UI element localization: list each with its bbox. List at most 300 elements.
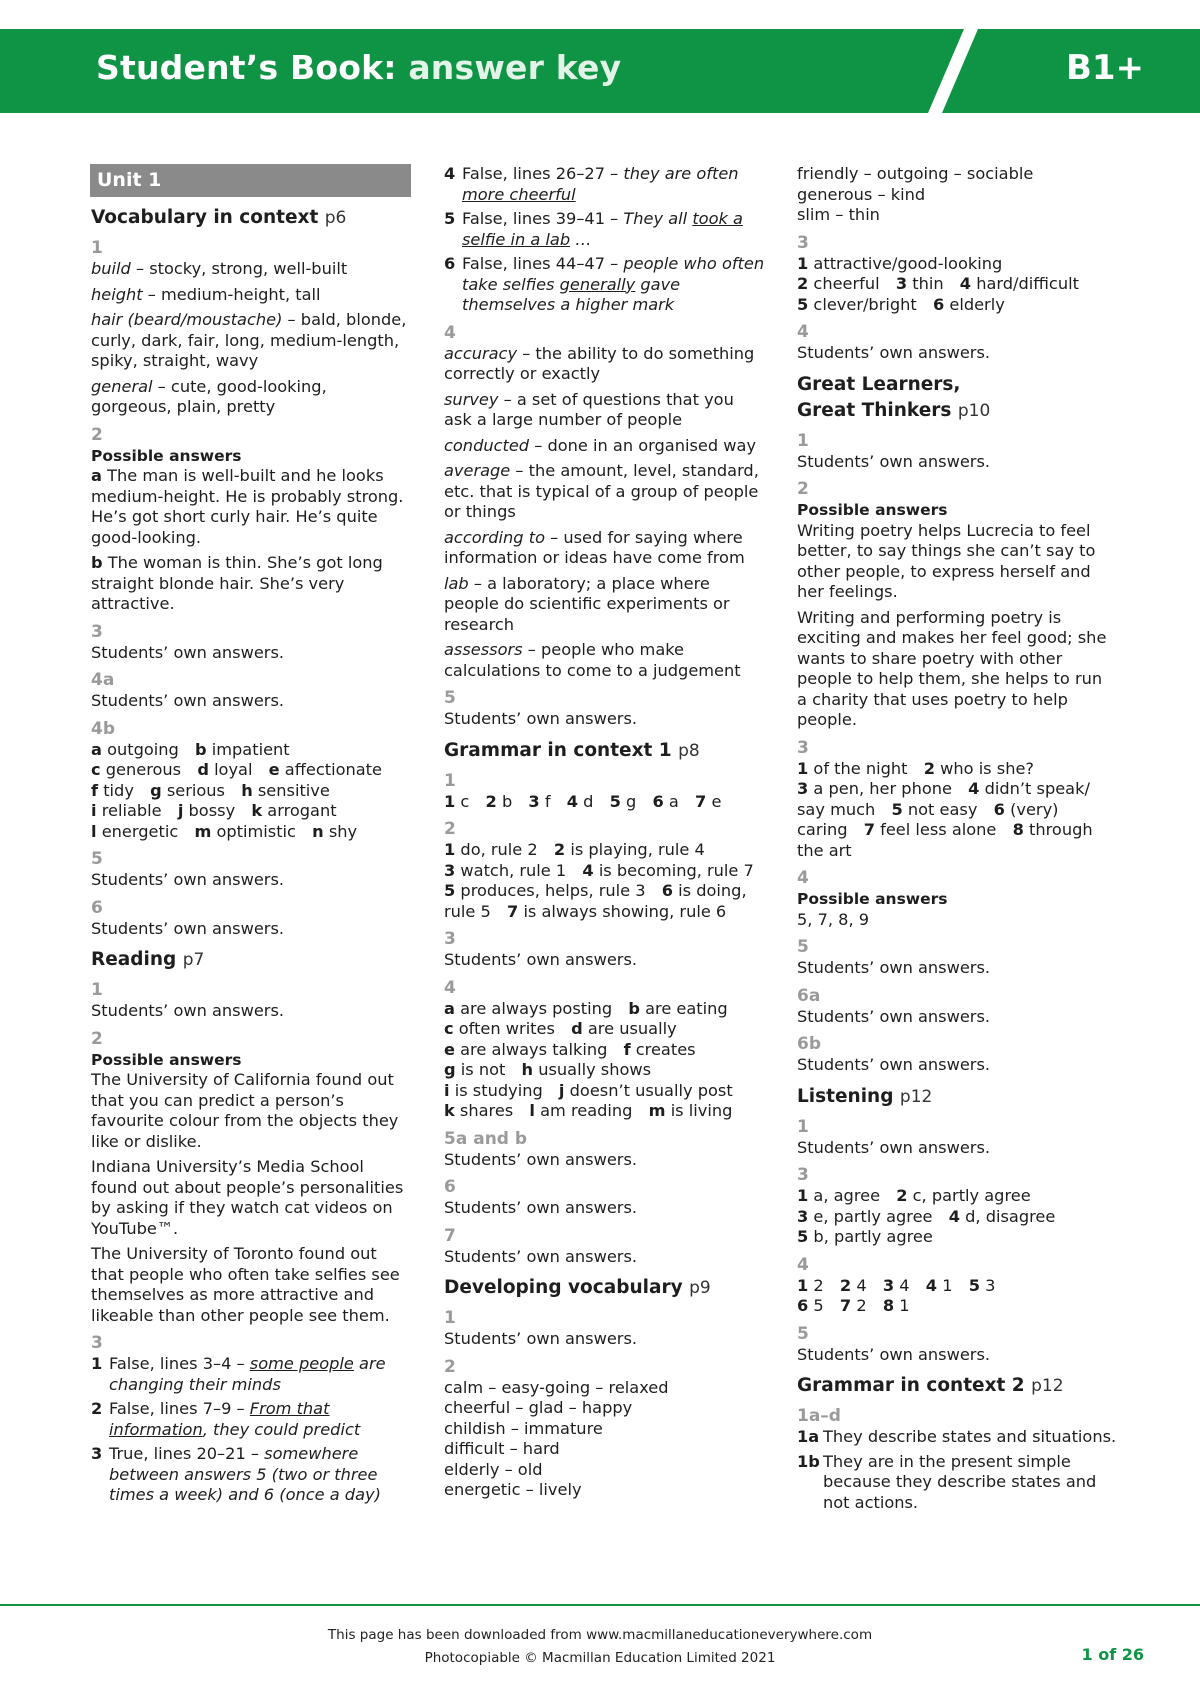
answer-value: arrogant — [267, 801, 337, 820]
answer-label: g — [150, 780, 162, 800]
answer-line — [797, 1227, 1117, 1248]
answer-value: the art — [797, 840, 852, 860]
answer-label: 4 — [968, 779, 980, 798]
question-number: 5 — [444, 688, 456, 708]
header-bar — [0, 29, 1200, 113]
possible-answers-label: Possible answers — [91, 1050, 242, 1069]
definition: – done in an organised way — [529, 435, 757, 455]
answer-value: feel less alone — [880, 820, 997, 839]
answer-label: 5 — [609, 791, 621, 811]
column-1 — [91, 164, 409, 1510]
answer-label: 4 — [582, 860, 594, 880]
possible-answers-label: Possible answers — [797, 501, 948, 519]
answer-label: a — [91, 739, 102, 759]
answer-value: 2 — [813, 1275, 824, 1295]
answer-text: Students’ own answers. — [444, 1198, 638, 1217]
answer-label: 3 — [444, 860, 456, 880]
answer-value: am reading — [540, 1101, 633, 1120]
answer-label: 6 — [932, 294, 945, 314]
answer-value: is playing, rule 4 — [570, 840, 705, 859]
synonym-line: generous – kind — [797, 184, 926, 204]
question-number: 2 — [444, 819, 456, 839]
answer-pairs — [444, 792, 766, 813]
answer-label: d — [197, 760, 209, 779]
synonym-line: difficult – hard — [444, 1439, 560, 1458]
answer-label: 2 — [485, 791, 497, 811]
definition-item — [444, 461, 766, 523]
definition: – people who make calculations to come to a judgement — [444, 640, 741, 680]
definition-item — [91, 285, 409, 306]
section-title-developing-vocabulary: Developing vocabulary p9 — [444, 1277, 711, 1298]
definition: – a laboratory; a place where people do scientific experiments or research — [444, 573, 730, 634]
answer-item: 4 False, lines 26–27 – they are often more cheerful — [444, 164, 739, 204]
answer-label: 8 — [1012, 820, 1024, 839]
answer-label: 4 — [959, 274, 972, 293]
question-number: 6 — [444, 1177, 456, 1197]
answer-label: c — [91, 760, 101, 779]
definition-item — [444, 436, 766, 457]
answer-line — [797, 759, 1117, 780]
answer-value: attractive/good-looking — [813, 253, 1003, 273]
column-2 — [444, 164, 766, 1501]
answer-label: n — [312, 821, 324, 841]
answer-value: elderly — [949, 294, 1005, 314]
question-number: 1 — [91, 980, 103, 1000]
answer-value: is becoming, rule 7 — [598, 860, 754, 880]
answer-text: Writing and performing poetry is exciting and makes her feel good; she wants to share poetry with other people to help them, she helps to run a charity that uses poetry to help people. — [797, 607, 1107, 729]
answer-line — [797, 1276, 1117, 1297]
answer-value: who is she? — [940, 758, 1035, 778]
term: according to — [444, 527, 545, 547]
question-number: 3 — [797, 737, 809, 758]
answer-line — [444, 1101, 766, 1122]
question-number: 1 — [444, 770, 456, 791]
vocab-definitions-list — [444, 344, 766, 682]
answer-value: loyal — [214, 760, 253, 779]
answer-value: do, rule 2 — [460, 840, 538, 859]
question-number: 3 — [91, 1333, 103, 1353]
question-number: 3 — [797, 232, 809, 253]
answer-value: 1 — [899, 1296, 910, 1315]
definition-item — [91, 259, 409, 280]
definition: – used for saying where information or ideas have come from — [444, 527, 745, 567]
answer-label: k — [444, 1101, 455, 1120]
answer-line — [797, 1186, 1117, 1207]
question-number: 3 — [91, 621, 103, 642]
answer-line — [797, 800, 1117, 821]
answer-value: of the night — [813, 758, 908, 778]
answer-value: shy — [328, 821, 358, 841]
footer-download-link[interactable]: This page has been downloaded from www.macmillaneducationeverywhere.com — [327, 1627, 873, 1643]
answer-label: 3 — [528, 791, 540, 811]
answer-value: (very) — [1010, 799, 1059, 819]
term: conducted — [444, 435, 530, 455]
question-number: 1 — [91, 238, 103, 258]
answer-line — [797, 254, 1117, 275]
answer-label: 2 — [923, 758, 935, 778]
question-number: 4 — [797, 322, 809, 342]
answer-line — [444, 999, 766, 1020]
question-number: 6b — [797, 1034, 821, 1054]
answer-line — [91, 760, 409, 781]
answer-text: Students’ own answers. — [797, 958, 991, 977]
question-number: 2 — [91, 424, 103, 445]
definition-item — [444, 528, 766, 569]
answer-value: through — [1029, 820, 1093, 839]
term: accuracy — [444, 343, 518, 363]
answer-label: 1 — [444, 791, 456, 811]
answer-text: Students’ own answers. — [91, 642, 285, 662]
answer-item: 2 False, lines 7–9 – From that information, they could predict — [91, 1399, 361, 1439]
term: hair (beard/moustache) — [91, 310, 283, 329]
term: assessors — [444, 640, 523, 659]
answer-label: 5 — [891, 799, 903, 819]
answer-value: a pen, her phone — [813, 779, 952, 798]
answer-label: 6 — [797, 1296, 809, 1315]
answer-label: 7 — [839, 1296, 852, 1315]
answer-item: 1a They describe states and situations. — [797, 1427, 1117, 1446]
answer-value: 1 — [942, 1275, 953, 1295]
answer-label: 5 — [444, 881, 456, 900]
question-number: 4 — [797, 1254, 809, 1275]
synonym-line: slim – thin — [797, 205, 880, 224]
answer-text: Students’ own answers. — [797, 451, 991, 471]
question-number: 1 — [797, 1116, 809, 1137]
question-number: 3 — [444, 929, 456, 949]
answer-value: are always talking — [460, 1039, 608, 1059]
answer-label: b — [628, 998, 640, 1018]
footer-copyright: Photocopiable © Macmillan Education Limited 2021 — [424, 1650, 776, 1666]
answer-pairs — [797, 254, 1117, 316]
answer-label: i — [444, 1080, 450, 1100]
answer-label: 1 — [797, 253, 809, 273]
synonym-line: calm – easy-going – relaxed — [444, 1377, 669, 1397]
answer-line — [444, 792, 766, 813]
answer-label: 6 — [661, 881, 674, 900]
answer-line — [444, 881, 766, 902]
question-number: 5 — [797, 937, 809, 957]
definition: – bald, blonde, curly, dark, fair, long, medium-length, spiky, straight, wavy — [91, 310, 407, 370]
answer-value: tidy — [103, 780, 134, 800]
answer-line — [91, 740, 409, 761]
answer-label: l — [91, 821, 97, 841]
answer-line — [444, 1081, 766, 1102]
term: survey — [444, 389, 499, 409]
answer-label: c — [444, 1019, 454, 1038]
answer-label: k — [251, 801, 263, 820]
answer-value: e, partly agree — [813, 1206, 933, 1226]
answer-value: are usually — [587, 1019, 677, 1038]
answer-line — [444, 1040, 766, 1061]
answer-text: b The woman is thin. She’s got long straight blonde hair. She’s very attractive. — [91, 553, 383, 613]
answer-label: 1 — [797, 1186, 809, 1205]
synonym-list — [797, 164, 1117, 226]
synonym-line: elderly – old — [444, 1459, 543, 1479]
answer-label: i — [91, 801, 97, 820]
question-number: 5 — [91, 849, 103, 869]
question-number: 2 — [444, 1356, 456, 1377]
answer-value: 4 — [899, 1275, 910, 1295]
answer-label: a — [444, 998, 455, 1018]
answer-text: Students’ own answers. — [797, 1055, 991, 1074]
answer-label: 3 — [797, 779, 809, 798]
answer-label: 1 — [797, 758, 809, 778]
section-title-grammar-1: Grammar in context 1 p8 — [444, 739, 700, 761]
answer-value: g — [626, 791, 637, 811]
column-3 — [797, 164, 1117, 1517]
footer-divider — [0, 1604, 1200, 1606]
answer-value: 5 — [813, 1296, 824, 1315]
answer-label: f — [91, 780, 99, 800]
answer-line — [797, 841, 1117, 862]
answer-label: 6 — [652, 791, 664, 811]
answer-value: a, agree — [813, 1186, 881, 1205]
answer-value: usually shows — [538, 1060, 652, 1079]
answer-label: f — [623, 1039, 631, 1059]
question-number: 4 — [444, 977, 456, 998]
answer-text: Students’ own answers. — [444, 709, 638, 728]
answer-text: 5, 7, 8, 9 — [797, 909, 870, 929]
answer-label: l — [529, 1101, 535, 1120]
answer-text: Students’ own answers. — [91, 918, 285, 938]
answer-line — [444, 840, 766, 861]
answer-line — [797, 820, 1117, 841]
definition-item — [91, 377, 409, 418]
answer-value: clever/bright — [813, 294, 917, 314]
answer-item: 3 True, lines 20–21 – somewhere between answers 5 (two or three times a week) and 6 (once a day) — [91, 1444, 381, 1504]
answer-text: Students’ own answers. — [797, 1344, 991, 1364]
answer-value: creates — [635, 1039, 696, 1059]
answer-value: doesn’t usually post — [569, 1080, 733, 1100]
header-stripe-decoration — [888, 29, 978, 113]
synonym-line: friendly – outgoing – sociable — [797, 164, 1034, 183]
section-title-vocabulary: Vocabulary in context p6 — [91, 207, 347, 228]
answer-line — [444, 1019, 766, 1040]
answer-text: a The man is well-built and he looks medium-height. He is probably strong. He’s got short curly hair. He’s quite good-looking. — [91, 466, 404, 547]
answer-text: The University of California found out that you can predict a person’s favourite colour from the objects they like or dislike. — [91, 1070, 399, 1151]
answer-label: 4 — [566, 791, 578, 811]
answer-value: 3 — [985, 1275, 996, 1295]
question-number: 4a — [91, 670, 115, 690]
question-number: 3 — [797, 1165, 809, 1185]
answer-label: m — [648, 1101, 666, 1120]
answer-line — [797, 1296, 1117, 1317]
question-number: 7 — [444, 1225, 456, 1246]
answer-label: 3 — [797, 1206, 809, 1226]
term: general — [91, 376, 153, 396]
page-number: 1 of 26 — [1081, 1645, 1144, 1664]
question-number: 1 — [797, 430, 809, 451]
page-title: Student’s Book: answer key — [96, 48, 622, 87]
section-title-listening: Listening p12 — [797, 1085, 933, 1107]
answer-value: hard/difficult — [976, 274, 1079, 293]
answer-value: is studying — [454, 1080, 543, 1100]
answer-value: d, disagree — [965, 1206, 1056, 1226]
answer-label: g — [444, 1060, 456, 1079]
answer-line — [91, 822, 409, 843]
answer-value: reliable — [101, 801, 162, 820]
answer-label: 8 — [882, 1296, 895, 1315]
definition-item — [444, 344, 766, 385]
answer-item: 6 False, lines 44–47 – people who often take selfies generally gave themselves a higher mark — [444, 254, 765, 314]
answer-label: j — [177, 801, 184, 820]
answer-label: b — [195, 739, 207, 759]
answer-line — [797, 779, 1117, 800]
answer-text: Students’ own answers. — [444, 1329, 638, 1348]
answer-text: Students’ own answers. — [444, 1149, 638, 1169]
answer-text: Students’ own answers. — [797, 343, 991, 362]
answer-line — [444, 861, 766, 882]
answer-value: rule 5 — [444, 901, 491, 921]
answer-text: Students’ own answers. — [91, 870, 285, 889]
answer-value: d — [583, 791, 594, 811]
answer-value: is doing, — [678, 881, 747, 900]
answer-line — [797, 1207, 1117, 1228]
answer-label: 5 — [797, 1227, 809, 1246]
answer-label: 6 — [993, 799, 1005, 819]
answer-label: 2 — [797, 274, 809, 293]
answer-label: 7 — [507, 901, 519, 921]
answer-label: 1 — [797, 1275, 809, 1295]
answer-value: b — [501, 791, 513, 811]
answer-label: 3 — [882, 1275, 895, 1295]
answer-value: generous — [105, 760, 182, 779]
answer-label: 4 — [948, 1206, 960, 1226]
definition: – stocky, strong, well-built — [130, 259, 348, 278]
answer-value: is living — [670, 1101, 733, 1120]
answer-value: impatient — [211, 739, 290, 759]
question-number: 6a — [797, 985, 821, 1006]
question-number: 2 — [91, 1028, 103, 1049]
answer-item: 5 False, lines 39–41 – They all took a selfie in a lab … — [444, 209, 743, 249]
answer-label: 5 — [797, 294, 809, 314]
answer-pairs — [444, 840, 766, 922]
answer-value: 4 — [856, 1275, 867, 1295]
answer-pairs — [444, 999, 766, 1122]
answer-item: 1 False, lines 3–4 – some people are changing their minds — [91, 1354, 386, 1394]
question-number: 4b — [91, 718, 115, 739]
answer-line — [444, 1060, 766, 1081]
answer-text: The University of Toronto found out that people who often take selfies see themselves as more attractive and likeable than other people see them. — [91, 1244, 400, 1325]
answer-label: 1 — [444, 840, 456, 859]
answer-value: outgoing — [107, 739, 179, 759]
answer-line — [444, 902, 766, 923]
answer-text: Indiana University’s Media School found out about people’s personalities by asking if they watch cat videos on YouTube™. — [91, 1157, 404, 1238]
answer-value: energetic — [101, 821, 179, 841]
answer-text: Students’ own answers. — [444, 1246, 638, 1266]
section-title-great-learners: Great Learners, Great Thinkers p10 — [797, 373, 991, 421]
section-title-reading: Reading p7 — [91, 949, 205, 970]
synonym-line: energetic – lively — [444, 1480, 582, 1499]
answer-label: 7 — [695, 791, 707, 811]
definition: – the ability to do something correctly or exactly — [444, 343, 755, 383]
definition: – medium-height, tall — [142, 284, 321, 304]
answer-value: not easy — [907, 799, 978, 819]
answer-label: e — [268, 760, 280, 779]
answer-value: e — [711, 791, 722, 811]
answer-value: affectionate — [284, 760, 382, 779]
answer-value: serious — [166, 780, 225, 800]
answer-label: m — [194, 821, 212, 841]
question-number: 5a and b — [444, 1128, 528, 1149]
answer-value: are eating — [645, 998, 728, 1018]
answer-value: optimistic — [216, 821, 296, 841]
vocab-q1-list — [91, 259, 409, 418]
synonym-list — [444, 1378, 766, 1501]
answer-label: 4 — [925, 1275, 938, 1295]
term: build — [91, 259, 131, 278]
term: average — [444, 461, 511, 480]
answer-label: 3 — [895, 274, 908, 293]
answer-value: watch, rule 1 — [460, 860, 567, 880]
answer-label: 2 — [839, 1275, 852, 1295]
answer-label: h — [241, 780, 253, 800]
question-number: 5 — [797, 1323, 809, 1344]
answer-value: say much — [797, 799, 876, 819]
answer-text: Writing poetry helps Lucrecia to feel better, to say things she can’t say to other people, to express herself and her feelings. — [797, 520, 1096, 601]
synonym-line: cheerful – glad – happy — [444, 1398, 633, 1417]
definition-item — [444, 640, 766, 681]
answer-pairs — [797, 759, 1117, 862]
definition-item — [91, 310, 409, 372]
answer-value: b, partly agree — [813, 1227, 933, 1246]
answer-text: Students’ own answers. — [91, 1001, 285, 1020]
answer-value: shares — [459, 1101, 514, 1120]
answer-line — [91, 781, 409, 802]
definition-item — [444, 574, 766, 636]
answer-value: bossy — [188, 801, 236, 820]
answer-label: 2 — [553, 840, 566, 859]
synonym-line: childish – immature — [444, 1418, 603, 1438]
term: height — [91, 284, 143, 304]
level-badge: B1+ — [1065, 48, 1144, 88]
answer-value: caring — [797, 820, 848, 839]
answer-label: j — [558, 1080, 565, 1100]
answer-value: cheerful — [813, 274, 880, 293]
answer-label: e — [444, 1039, 455, 1059]
definition: – the amount, level, standard, etc. that is typical of a group of people or things — [444, 461, 759, 521]
answer-label: 5 — [968, 1275, 980, 1295]
answer-value: c — [460, 791, 470, 811]
answer-text: Students’ own answers. — [797, 1137, 991, 1157]
answer-value: sensitive — [257, 780, 330, 800]
definition: – a set of questions that you ask a large number of people — [444, 389, 734, 429]
answer-value: is not — [460, 1060, 506, 1079]
definition: – cute, good-looking, gorgeous, plain, pretty — [91, 376, 327, 416]
answer-label: 2 — [896, 1186, 908, 1205]
answer-value: are always posting — [460, 998, 613, 1018]
answer-value: produces, helps, rule 3 — [460, 881, 646, 900]
answer-item: 1b They are in the present simple because they describe states and not actions. — [797, 1451, 1097, 1512]
answer-text: Students’ own answers. — [444, 950, 638, 969]
question-number: 4 — [797, 868, 809, 888]
answer-value: a — [668, 791, 679, 811]
term: lab — [444, 573, 469, 593]
answer-line — [797, 295, 1117, 316]
possible-answers-label: Possible answers — [91, 446, 242, 465]
answer-text: Students’ own answers. — [797, 1006, 991, 1026]
definition-item — [444, 390, 766, 431]
answer-value: often writes — [458, 1019, 555, 1038]
question-number: 1 — [444, 1308, 456, 1328]
unit-heading: Unit 1 — [90, 164, 411, 197]
answer-pairs — [91, 740, 409, 843]
answer-line — [91, 801, 409, 822]
possible-answers-label: Possible answers — [797, 890, 948, 908]
question-number: 6 — [91, 897, 103, 918]
question-number: 1a–d — [797, 1406, 841, 1426]
answer-value: c, partly agree — [912, 1186, 1031, 1205]
